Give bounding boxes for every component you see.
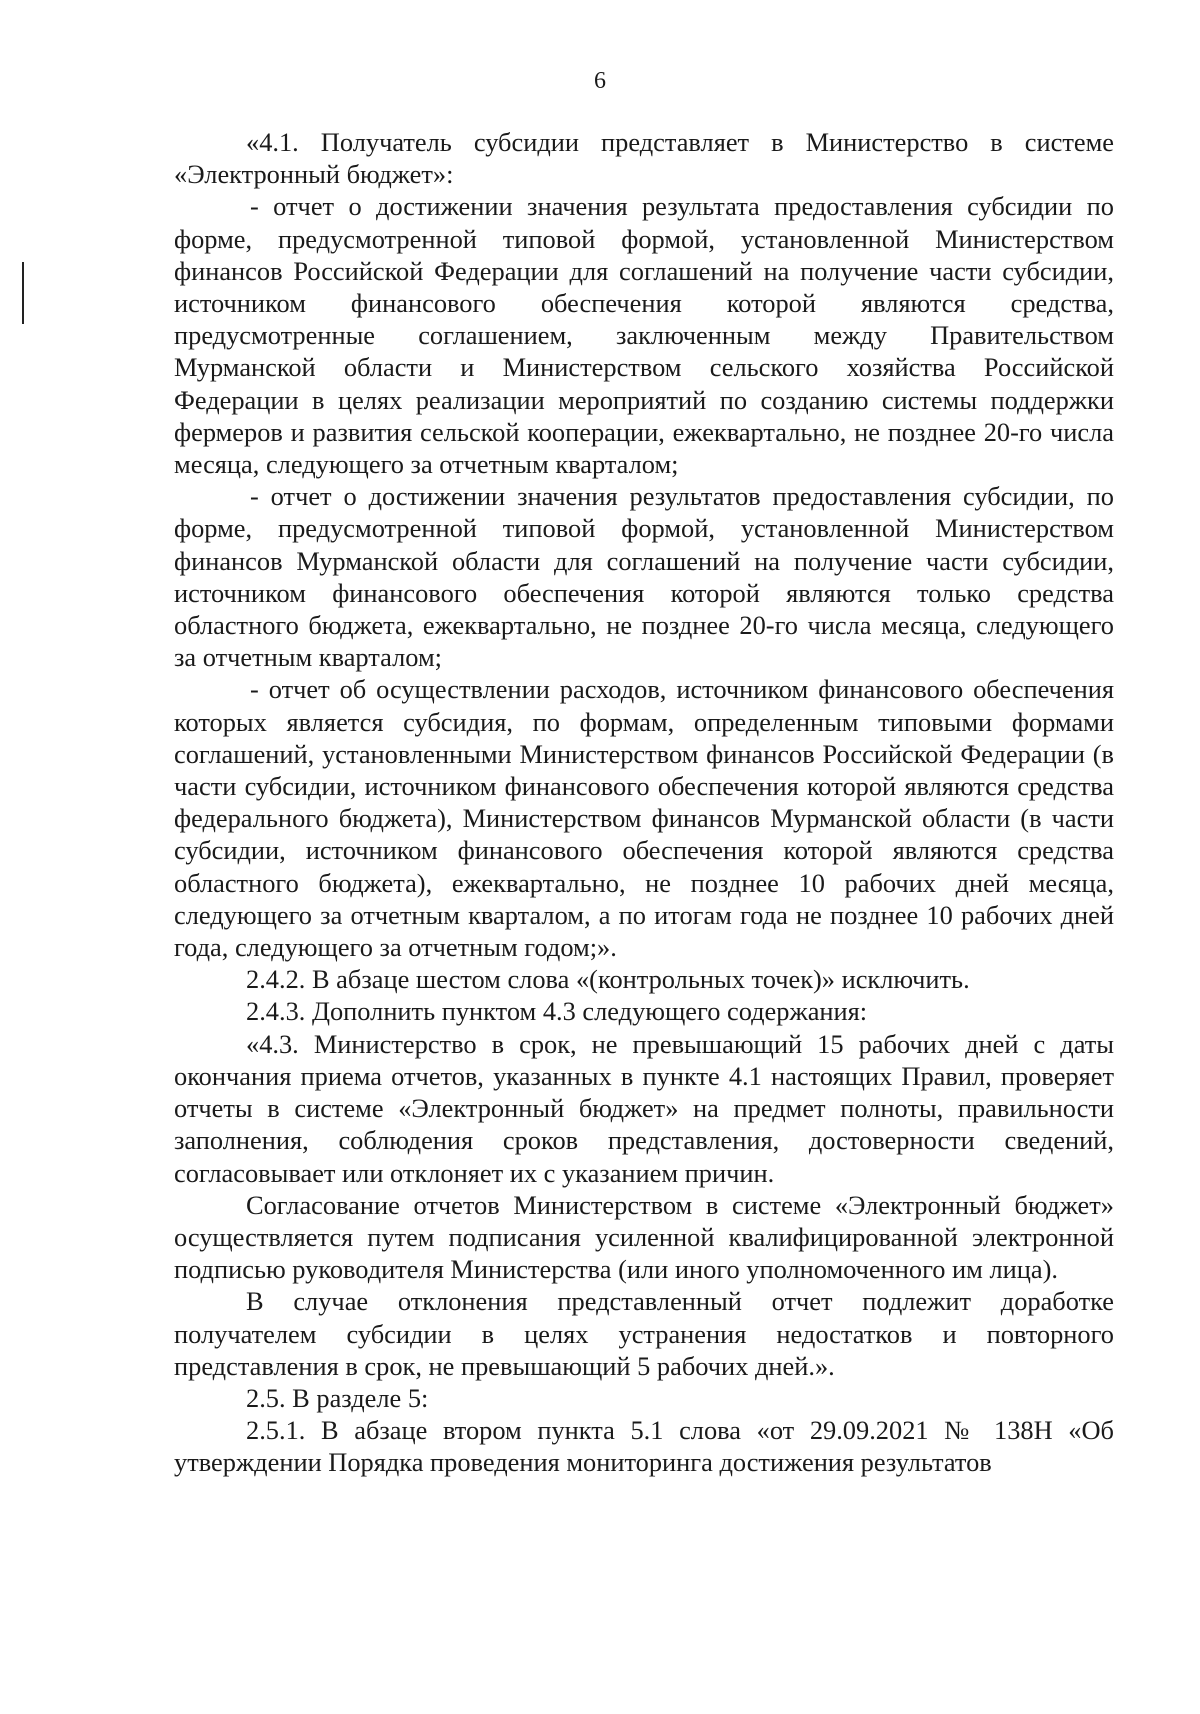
paragraph-4-3: «4.3. Министерство в срок, не превышающий 15 рабочих дней с даты окончания приема отчетов, указанных в пункте 4.1 настоящих Правил, проверяет отчеты в системе «Электронный бюджет» на предмет полноты, правильности заполнения, соблюдения сроков представления, достоверности сведений, согласовывает или отклоняет их с указанием причин. <box>174 1028 1114 1188</box>
paragraph-2-4-2: 2.4.2. В абзаце шестом слова «(контрольных точек)» исключить. <box>246 964 970 995</box>
paragraph-report-regional: - отчет о достижении значения результатов предоставления субсидии, по форме, предусмотренной типовой формой, установленной Министерством финансов Мурманской области для соглашений на получение части субсидии, источником финансового обеспечения которой являются только средства областного бюджета, ежеквартально, не позднее 20-го числа месяца, следующего за отчетным кварталом; <box>174 481 1114 673</box>
paragraph-approval: Согласование отчетов Министерством в системе «Электронный бюджет» осуществляется путем подписания усиленной квалифицированной электронной подписью руководителя Министерства (или иного уполномоченного им лица). <box>174 1189 1114 1285</box>
paragraph-report-federal: - отчет о достижении значения результата предоставления субсидии по форме, предусмотренной типовой формой, установленной Министерством финансов Российской Федерации для соглашений на получение части субсидии, источником финансового обеспечения которой являются средства, предусмотренные соглашением, заключенным между Правительством Мурманской области и Министерством сельского хозяйства Российской Федерации в целях реализации мероприятий по созданию системы поддержки фермеров и развития сельской кооперации, ежеквартально, не позднее 20-го числа месяца, следующего за отчетным кварталом; <box>174 191 1114 480</box>
paragraph-rejection: В случае отклонения представленный отчет подлежит доработке получателем субсидии в целях устранения недостатков и повторного представления в срок, не превышающий 5 рабочих дней.». <box>174 1286 1114 1381</box>
paragraph-2-5-1: 2.5.1. В абзаце втором пункта 5.1 слова «от 29.09.2021 № 138Н «Об утверждении Порядка проведения мониторинга достижения результатов <box>174 1415 1114 1478</box>
page-number: 6 <box>594 68 606 94</box>
paragraph-2-4-3: 2.4.3. Дополнить пунктом 4.3 следующего содержания: <box>246 996 868 1027</box>
paragraph-4-1-intro: «4.1. Получатель субсидии представляет в Министерство в системе «Электронный бюджет»: <box>174 127 1114 190</box>
document-body <box>174 126 1114 1479</box>
margin-mark <box>22 262 24 324</box>
paragraph-report-expenses: - отчет об осуществлении расходов, источником финансового обеспечения которых является субсидия, по формам, определенным типовыми формами соглашений, установленными Министерством финансов Российской Федерации (в части субсидии, источником финансового обеспечения которой являются средства федерального бюджета), Министерством финансов Мурманской области (в части субсидии, источником финансового обеспечения которой являются средства областного бюджета), ежеквартально, не позднее 10 рабочих дней месяца, следующего за отчетным кварталом, а по итогам года не позднее 10 рабочих дней года, следующего за отчетным годом;». <box>174 674 1114 963</box>
paragraph-2-5: 2.5. В разделе 5: <box>246 1382 429 1413</box>
